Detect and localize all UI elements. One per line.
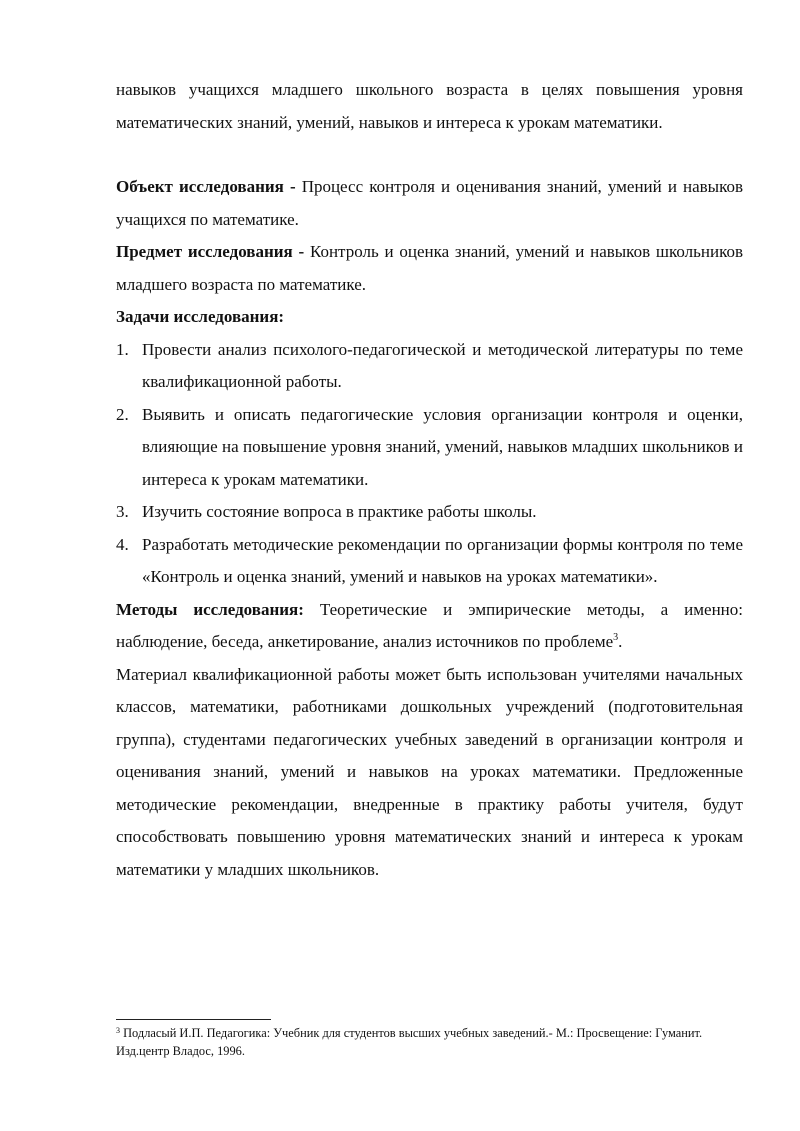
subject-paragraph bbox=[116, 236, 743, 301]
methods-text: Теоретические и эмпирические методы, а именно: наблюдение, беседа, анкетирование, анализ источников по проблеме bbox=[116, 599, 743, 651]
list-item-text: Разработать методические рекомендации по организации формы контроля по теме «Контроль и оценка знаний, умений и навыков на уроках математики». bbox=[142, 534, 743, 586]
tasks-heading: Задачи исследования: bbox=[116, 307, 285, 326]
list-item bbox=[116, 399, 743, 497]
footnote bbox=[116, 1024, 743, 1060]
list-item-text: Провести анализ психолого-педагогической и методической литературы по теме квалификационной работы. bbox=[142, 339, 743, 391]
material-paragraph: Материал квалификационной работы может быть использован учителями начальных классов, математики, работниками дошкольных учреждений (подготовительная группа), студентами педагогических учебных заведений в организации контроля и оценивания знаний, умений и навыков на уроках математики. Предложенные методические рекомендации, внедренные в практику работы учителя, будут способствовать повышению уровня математических знаний и интереса к урокам математики у младших школьников. bbox=[116, 664, 743, 879]
list-item-number: 4. bbox=[116, 534, 129, 554]
methods-label: Методы исследования: bbox=[116, 599, 304, 619]
object-label: Объект исследования bbox=[116, 177, 284, 196]
object-text: Процесс контроля и оценивания знаний, умений и навыков учащихся по математике. bbox=[116, 177, 744, 229]
list-item bbox=[116, 496, 743, 529]
methods-end: . bbox=[618, 632, 623, 651]
document-body bbox=[116, 74, 743, 886]
list-item-text: Изучить состояние вопроса в практике работы школы. bbox=[142, 502, 537, 521]
intro-paragraph: навыков учащихся младшего школьного возраста в целях повышения уровня математических знаний, умений, навыков и интереса к урокам математики. bbox=[116, 80, 743, 132]
tasks-list bbox=[116, 334, 743, 594]
subject-separator: - bbox=[292, 242, 310, 261]
list-item bbox=[116, 334, 743, 399]
subject-label: Предмет исследования bbox=[116, 242, 293, 261]
list-item bbox=[116, 529, 743, 594]
list-item-number: 3. bbox=[116, 502, 129, 521]
list-item-text: Выявить и описать педагогические условия организации контроля и оценки, влияющие на повышение уровня знаний, умений, навыков младших школьников и интереса к урокам математики. bbox=[142, 404, 743, 489]
subject-text: Контроль и оценка знаний, умений и навыков школьников младшего возраста по математике. bbox=[116, 242, 743, 294]
footnote-reference[interactable]: 3 bbox=[613, 632, 619, 643]
object-separator: - bbox=[283, 177, 302, 196]
object-paragraph bbox=[116, 171, 743, 236]
list-item-number: 2. bbox=[116, 404, 129, 424]
footnote-text: Подласый И.П. Педагогика: Учебник для студентов высших учебных заведений.- М.: Просвещение: Гуманит. Изд.центр Владос, 1996. bbox=[116, 1026, 703, 1058]
list-item-number: 1. bbox=[116, 339, 129, 359]
footnote-separator bbox=[116, 1019, 271, 1020]
footnote-mark: 3 bbox=[116, 1026, 120, 1035]
paragraph-gap bbox=[116, 139, 743, 171]
methods-paragraph bbox=[116, 594, 743, 659]
